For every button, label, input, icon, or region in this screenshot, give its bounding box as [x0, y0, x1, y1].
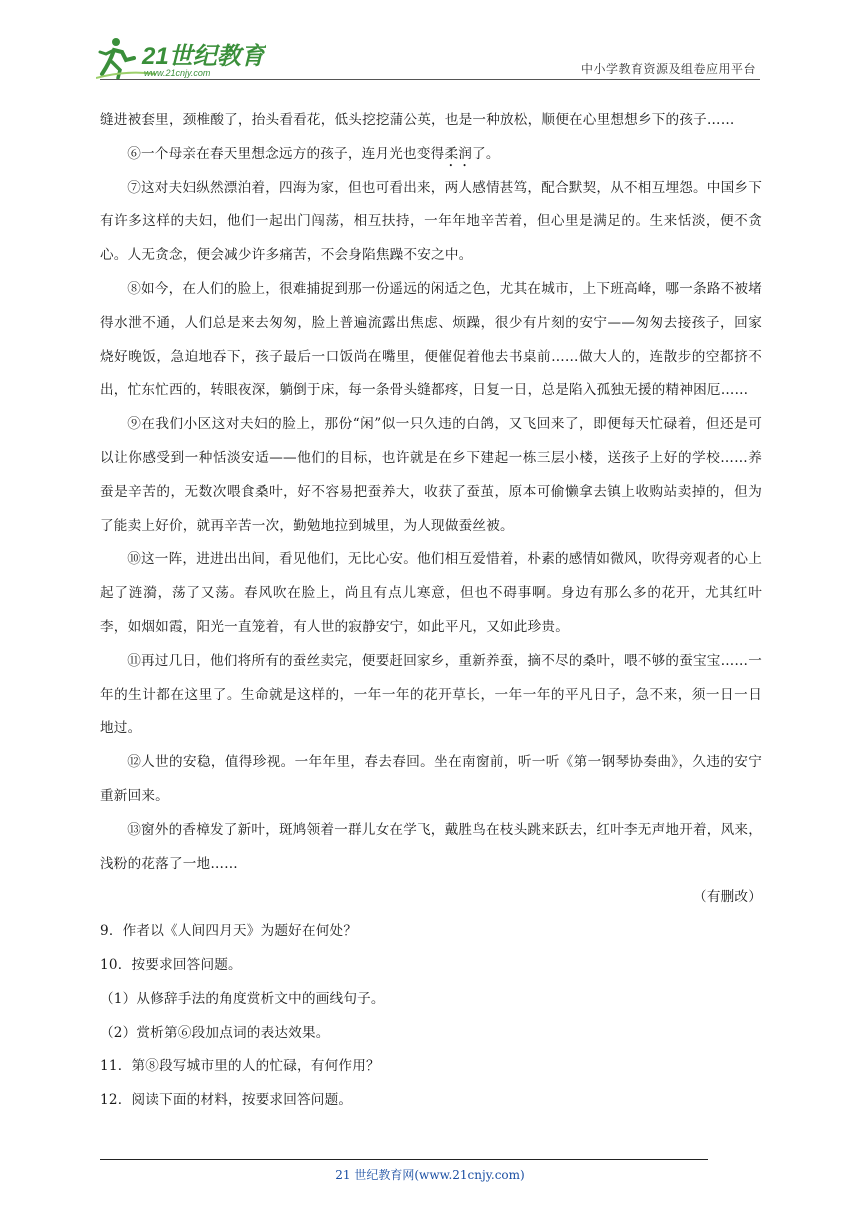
paragraph-10: ⑩这一阵，进进出出间，看见他们，无比心安。他们相互爱惜着，朴素的感情如微风，吹得旁观者的心上起了涟漪，荡了又荡。春风吹在脸上，尚且有点儿寒意，但也不碍事啊。身边有那么多的花开，尤其红叶李，如烟如霞，阳光一直笼着，有人世的寂静安宁，如此平凡，又如此珍贵。: [100, 551, 762, 635]
footer-divider: [100, 1159, 708, 1160]
paragraph-11: ⑪再过几日，他们将所有的蚕丝卖完，便要赶回家乡，重新养蚕，摘不尽的桑叶，喂不够的蚕宝宝……一年的生计都在这里了。生命就是这样的，一年一年的花开草长，一年一年的平凡日子，急不来，须一日一日地过。: [100, 652, 762, 737]
paragraph-7: ⑦这对夫妇纵然漂泊着，四海为家，但也可看出来，两人感情甚笃，配合默契，从不相互埋怨。中国乡下有许多这样的夫妇，他们一起出门闯荡，相互扶持，一年年地辛苦着，但心里是满足的。生来恬淡，便不贪心。人无贪念，便会减少许多痛苦，不会身陷焦躁不安之中。: [100, 179, 762, 264]
dotted-word: 柔润: [444, 145, 473, 162]
paragraph-6-text: ⑥一个母亲在春天里想念远方的孩子，连月光也变得: [127, 145, 445, 162]
question-10: 10．按要求回答问题。: [100, 956, 242, 973]
paragraph-8: ⑧如今，在人们的脸上，很难捕捉到那一份遥远的闲适之色，尤其在城市，上下班高峰，哪一条路不被堵得水泄不通，人们总是来去匆匆，脸上普遍流露出焦虑、烦躁，很少有片刻的安宁——匆匆去接孩子，回家烧好晚饭，急迫地吞下，孩子最后一口饭尚在嘴里，便催促着他去书桌前……做大人的，连散步的空都挤不出，忙东忙西的，转眼夜深，躺倒于床，每一条骨头缝都疼，日复一日，总是陷入孤独无援的精神困厄……: [100, 280, 762, 399]
article-body: [100, 104, 762, 1118]
paragraph-12: ⑫人世的安稳，值得珍视。一年年里，春去春回。坐在南窗前，听一听《第一钢琴协奏曲》，久违的安宁重新回来。: [100, 754, 762, 804]
paragraph-9: ⑨在我们小区这对夫妇的脸上，那份“闲”似一只久违的白鸽，又飞回来了，即便每天忙碌着，但还是可以让你感受到一种恬淡安适——他们的目标，也许就是在乡下建起一栋三层小楼，送孩子上好的学校……养蚕是辛苦的，无数次喂食桑叶，好不容易把蚕养大，收获了蚕茧，原本可偷懒拿去镇上收购站卖掉的，但为了能卖上好价，就再辛苦一次，勤勉地拉到城里，为人现做蚕丝被。: [100, 416, 762, 534]
paragraph-6-end: 了。: [472, 145, 500, 162]
source-note: （有删改）: [693, 889, 762, 906]
question-9: 9．作者以《人间四月天》为题好在何处？: [100, 923, 358, 940]
paragraph-6: [100, 138, 762, 172]
paragraph-13: ⑬窗外的香樟发了新叶，斑鸠领着一群儿女在学飞，戴胜鸟在枝头跳来跃去，红叶李无声地开着，风来，浅粉的花落了一地……: [100, 821, 762, 872]
paragraph-5-tail: 缝进被套里，颈椎酸了，抬头看看花，低头挖挖蒲公英，也是一种放松，顺便在心里想想乡下的孩子……: [100, 112, 735, 128]
logo-url: www.21cnjy.com: [144, 68, 211, 78]
question-10-1: （1）从修辞手法的角度赏析文中的画线句子。: [100, 990, 385, 1007]
question-11: 11．第⑧段写城市里的人的忙碌，有何作用？: [100, 1058, 380, 1075]
platform-title: 中小学教育资源及组卷应用平台: [580, 62, 756, 76]
header-divider: [100, 79, 760, 80]
question-10-2: （2）赏析第⑥段加点词的表达效果。: [100, 1024, 330, 1041]
site-logo: [96, 34, 266, 80]
footer-link[interactable]: 21 世纪教育网(www.21cnjy.com): [335, 1168, 525, 1182]
logo-text: 21世纪教育: [142, 43, 265, 70]
question-12: 12．阅读下面的材料，按要求回答问题。: [100, 1092, 353, 1109]
